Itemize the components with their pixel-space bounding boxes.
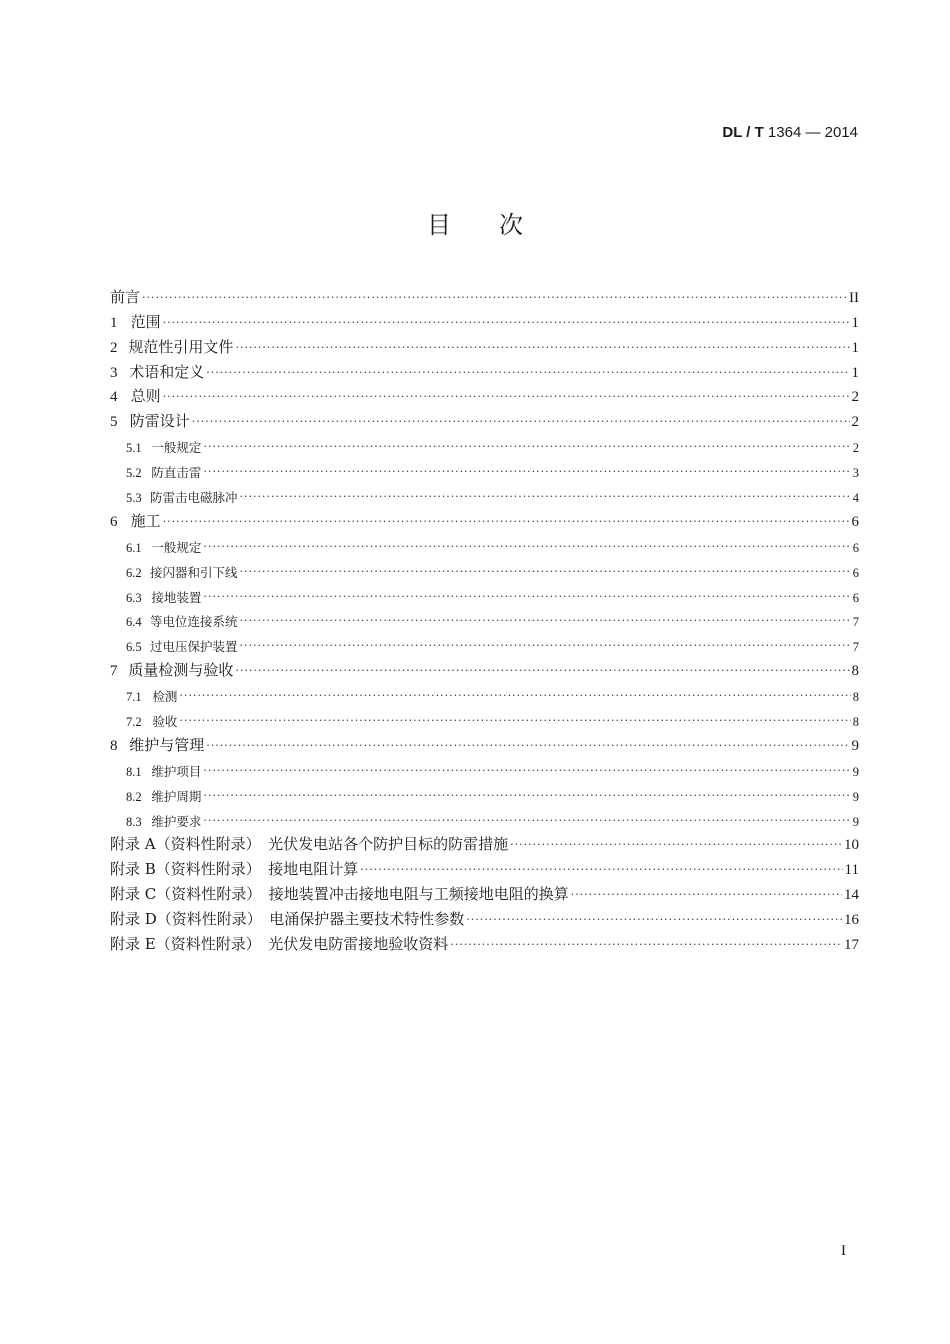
toc-entry-page: 8	[852, 690, 859, 705]
toc-entry-page: 14	[844, 887, 859, 904]
standard-code	[722, 124, 858, 141]
toc-entry-number: 6.1	[126, 540, 142, 555]
toc-leader-dots	[203, 591, 850, 606]
toc-entry-label: 维护周期	[151, 788, 202, 804]
toc-entry-label: 前言	[110, 287, 141, 306]
toc-leader-dots	[206, 367, 849, 382]
toc-entry-page: II	[849, 289, 859, 306]
toc-leader-dots	[203, 815, 850, 830]
toc-leader-dots	[203, 541, 850, 556]
toc-leader-dots	[163, 317, 850, 332]
toc-entry-page: 8	[852, 715, 859, 730]
toc-entry-number: 8	[110, 737, 118, 754]
toc-leader-dots	[163, 391, 850, 406]
toc-entry-label: 验收	[152, 714, 178, 730]
toc-entry-page: 7	[852, 615, 859, 630]
toc-entry-page: 6	[852, 540, 859, 555]
toc-leader-dots	[235, 665, 849, 680]
toc-entry[interactable]	[110, 730, 859, 755]
toc-entry[interactable]	[110, 531, 859, 556]
toc-entry-page: 2	[852, 441, 859, 456]
toc-entry[interactable]	[110, 680, 859, 705]
toc-entry[interactable]	[110, 307, 859, 332]
toc-entry-label: 过电压保护装置	[149, 639, 238, 655]
toc-leader-dots	[466, 914, 842, 929]
toc-leader-dots	[142, 292, 847, 307]
toc-entry-number: 6.3	[126, 590, 142, 605]
toc-entry[interactable]	[110, 606, 859, 631]
toc-entry-label: 质量检测与验收	[128, 661, 234, 680]
toc-entry-number: 6.2	[126, 565, 142, 580]
toc-entry-label: 一般规定	[151, 440, 202, 456]
toc-entry[interactable]	[110, 705, 859, 730]
toc-entry-label: 一般规定	[151, 539, 202, 555]
toc-entry-label: 维护项目	[151, 763, 202, 779]
toc-entry-number: 5	[110, 414, 118, 431]
toc-entry-number: 5.1	[126, 441, 142, 456]
toc-entry-page: 9	[852, 764, 859, 779]
toc-entry[interactable]	[110, 332, 859, 357]
page-title: 目次	[427, 211, 571, 239]
toc-entry[interactable]	[110, 382, 859, 407]
toc-entry-label: 防雷设计	[129, 412, 190, 431]
toc-entry-label: 维护与管理	[129, 735, 205, 754]
toc-entry[interactable]	[110, 780, 859, 805]
toc-leader-dots	[203, 790, 850, 805]
toc-leader-dots	[510, 839, 842, 854]
toc-entry-page: 2	[851, 414, 859, 431]
toc-entry[interactable]	[110, 854, 859, 879]
toc-entry[interactable]	[110, 357, 859, 382]
toc-entry-label: 接闪器和引下线	[149, 564, 238, 580]
toc-entry-page: 16	[844, 912, 859, 929]
toc-leader-dots	[203, 441, 850, 456]
toc-entry[interactable]	[110, 581, 859, 606]
toc-entry-page: 1	[851, 339, 859, 356]
toc-entry-number: 7.1	[126, 690, 142, 705]
toc-entry-page: 4	[852, 491, 859, 506]
toc-entry-page: 6	[852, 565, 859, 580]
toc-entry-label: 附录 D（资料性附录） 电涌保护器主要技术特性参数	[110, 910, 465, 929]
toc-entry-label: 范围	[130, 312, 161, 331]
toc-leader-dots	[179, 690, 850, 705]
toc-leader-dots	[179, 715, 850, 730]
toc-entry-label: 附录 B（资料性附录） 接地电阻计算	[110, 860, 359, 879]
toc-entry-label: 施工	[130, 511, 161, 530]
toc-entry-label: 附录 E（资料性附录） 光伏发电防雷接地验收资料	[110, 935, 449, 954]
toc-leader-dots	[360, 864, 842, 879]
toc-entry-number: 6.5	[126, 640, 142, 655]
toc-entry[interactable]	[110, 929, 859, 954]
toc-entry[interactable]	[110, 406, 859, 431]
toc-entry-label: 防雷击电磁脉冲	[149, 490, 238, 506]
toc-leader-dots	[239, 615, 850, 630]
toc-entry[interactable]	[110, 879, 859, 904]
page-number: I	[841, 1243, 846, 1259]
toc-entry-number: 7.2	[126, 715, 142, 730]
toc-entry[interactable]	[110, 904, 859, 929]
toc-entry-page: 3	[852, 466, 859, 481]
toc-entry-label: 附录 A（资料性附录） 光伏发电站各个防护目标的防雷措施	[110, 835, 509, 854]
toc-entry[interactable]	[110, 481, 859, 506]
toc-entry-label: 防直击雷	[151, 465, 202, 481]
toc-entry-page: 1	[851, 314, 859, 331]
toc-entry-page: 6	[852, 590, 859, 605]
toc-entry[interactable]	[110, 805, 859, 830]
toc-entry-number: 4	[110, 389, 118, 406]
toc-entry-number: 8.1	[126, 764, 142, 779]
toc-entry[interactable]	[110, 830, 859, 855]
toc-entry-number: 2	[110, 339, 118, 356]
toc-leader-dots	[450, 939, 842, 954]
table-of-contents	[110, 282, 859, 954]
toc-leader-dots	[239, 566, 850, 581]
toc-entry-page: 1	[851, 364, 859, 381]
toc-entry[interactable]	[110, 282, 859, 307]
toc-leader-dots	[203, 765, 850, 780]
toc-entry-page: 2	[851, 389, 859, 406]
toc-entry-number: 6.4	[126, 615, 142, 630]
toc-entry[interactable]	[110, 655, 859, 680]
toc-entry-label: 等电位连接系统	[149, 614, 238, 630]
toc-entry-number: 6	[110, 513, 118, 530]
toc-entry-label: 总则	[130, 387, 161, 406]
toc-entry[interactable]	[110, 431, 859, 456]
toc-entry[interactable]	[110, 556, 859, 581]
toc-entry-label: 检测	[152, 689, 178, 705]
toc-entry-page: 9	[852, 814, 859, 829]
toc-entry[interactable]	[110, 630, 859, 655]
toc-leader-dots	[163, 516, 850, 531]
toc-entry[interactable]	[110, 506, 859, 531]
toc-entry-number: 1	[110, 314, 118, 331]
toc-entry-label: 术语和定义	[129, 362, 205, 381]
toc-leader-dots	[235, 342, 849, 357]
toc-entry-number: 8.3	[126, 814, 142, 829]
toc-entry-number: 8.2	[126, 789, 142, 804]
toc-entry-page: 6	[851, 513, 859, 530]
toc-entry-label: 附录 C（资料性附录） 接地装置冲击接地电阻与工频接地电阻的换算	[110, 885, 569, 904]
toc-entry-number: 5.3	[126, 491, 142, 506]
toc-entry-label: 接地装置	[151, 589, 202, 605]
toc-entry-label: 维护要求	[151, 813, 202, 829]
toc-entry-page: 17	[844, 937, 859, 954]
toc-entry-label: 规范性引用文件	[128, 337, 234, 356]
standard-code-prefix: DL / T	[722, 124, 764, 141]
toc-entry[interactable]	[110, 755, 859, 780]
toc-leader-dots	[239, 491, 850, 506]
toc-entry-page: 9	[852, 789, 859, 804]
toc-leader-dots	[206, 740, 849, 755]
toc-leader-dots	[239, 640, 850, 655]
toc-entry-number: 3	[110, 364, 118, 381]
toc-entry-page: 7	[852, 640, 859, 655]
toc-entry[interactable]	[110, 456, 859, 481]
standard-code-number: 1364 — 2014	[763, 124, 858, 141]
toc-leader-dots	[192, 416, 850, 431]
toc-entry-page: 9	[851, 737, 859, 754]
toc-entry-page: 8	[851, 663, 859, 680]
toc-entry-page: 10	[844, 837, 859, 854]
toc-entry-number: 7	[110, 663, 118, 680]
toc-leader-dots	[203, 466, 850, 481]
toc-leader-dots	[571, 889, 842, 904]
toc-entry-page: 11	[844, 862, 859, 879]
toc-entry-number: 5.2	[126, 466, 142, 481]
